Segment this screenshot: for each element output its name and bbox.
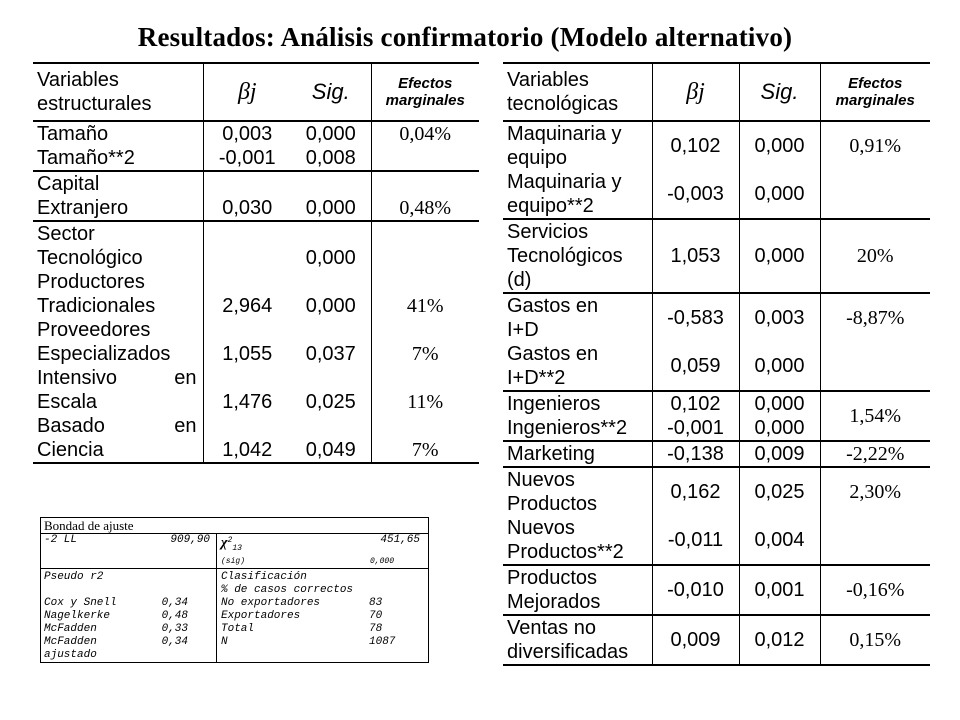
header-sig: Sig. bbox=[739, 63, 820, 121]
beta-value: -0,003 bbox=[652, 170, 739, 219]
pseudo-r2-cell: Pseudo r2 Cox y Snell 0,34 Nagelkerke 0,48 McFadden 0,33 McFadden 0,34 ajustado bbox=[41, 568, 217, 662]
variable-label: Tamaño Tamaño**2 bbox=[33, 121, 203, 171]
pseudo-r2-row: Cox y Snell 0,34 bbox=[44, 596, 188, 609]
marginal-effect: 2,30% bbox=[849, 481, 902, 503]
beta-value: 0,030 bbox=[203, 171, 291, 221]
structural-variables-table bbox=[33, 62, 479, 464]
variable-label: Gastos en I+D**2 bbox=[503, 342, 652, 391]
sig-value: 0,000 0,000 0,037 0,025 0,049 bbox=[291, 221, 371, 463]
table-row bbox=[503, 565, 930, 615]
header-beta: βj bbox=[652, 63, 739, 121]
sig-value: 0,009 bbox=[739, 441, 820, 467]
table-row bbox=[503, 219, 930, 293]
table-row bbox=[503, 342, 930, 391]
sig-value: 0,003 bbox=[739, 293, 820, 342]
marginal-effect: -0,16% bbox=[820, 565, 930, 615]
header-sig: Sig. bbox=[291, 63, 371, 121]
page-title: Resultados: Análisis confirmatorio (Modelo alternativo) bbox=[137, 22, 793, 52]
variable-label: Capital Extranjero bbox=[33, 171, 203, 221]
sig-value: 0,000 bbox=[739, 170, 820, 219]
marginal-effect: 0,48% bbox=[371, 171, 479, 221]
pseudo-r2-row: McFadden 0,34 bbox=[44, 635, 188, 648]
marginal-effect: -8,87% bbox=[846, 307, 905, 329]
classification-row: N 1087 bbox=[221, 635, 396, 648]
header-variables: Variables tecnológicas bbox=[503, 63, 652, 121]
variable-label: Ingenieros Ingenieros**2 bbox=[503, 391, 652, 441]
marginal-effect: 1,54% bbox=[820, 391, 930, 441]
variable-label: Sector Tecnológico Productores Tradicionales Proveedores Especializados Intensivo en Escala Basado en Ciencia bbox=[33, 221, 203, 463]
sig-value: 0,000 bbox=[739, 342, 820, 391]
sig-value: 0,004 bbox=[739, 516, 820, 565]
header-effects: Efectos marginales bbox=[371, 63, 479, 121]
sig-value: 0,000 0,008 bbox=[291, 121, 371, 171]
marginal-effect: -2,22% bbox=[820, 441, 930, 467]
marginal-effect bbox=[820, 170, 930, 219]
variable-label: Nuevos Productos**2 bbox=[503, 516, 652, 565]
pseudo-r2-row: ajustado bbox=[44, 648, 97, 661]
beta-value: -0,011 bbox=[652, 516, 739, 565]
variable-label: Maquinaria y equipo bbox=[503, 121, 652, 170]
beta-value: -0,010 bbox=[652, 565, 739, 615]
table-row bbox=[503, 170, 930, 219]
beta-value: 0,059 bbox=[652, 342, 739, 391]
header-beta: βj bbox=[203, 63, 291, 121]
marginal-effect: 0,15% bbox=[820, 615, 930, 665]
sig-value: 0,000 bbox=[739, 121, 820, 170]
technological-variables-table bbox=[503, 62, 930, 666]
header-effects: Efectos marginales bbox=[820, 63, 930, 121]
sig-value: 0,012 bbox=[739, 615, 820, 665]
variable-label: Gastos en I+D bbox=[503, 293, 652, 342]
pseudo-r2-row: McFadden 0,33 bbox=[44, 622, 188, 635]
goodness-of-fit-table bbox=[40, 517, 429, 663]
sig-value: 0,000 0,000 bbox=[739, 391, 820, 441]
variable-label: Productos Mejorados bbox=[503, 565, 652, 615]
sig-value: 0,000 bbox=[739, 219, 820, 293]
table-row bbox=[33, 221, 479, 463]
beta-value: -0,138 bbox=[652, 441, 739, 467]
beta-value: 0,102 -0,001 bbox=[652, 391, 739, 441]
beta-value: 1,053 bbox=[652, 219, 739, 293]
marginal-effect bbox=[820, 342, 930, 391]
classification-row: Total 78 bbox=[221, 622, 383, 635]
table-row bbox=[33, 171, 479, 221]
table-row bbox=[503, 467, 930, 516]
fit-heading: Bondad de ajuste bbox=[41, 518, 429, 534]
classification-cell: Clasificación % de casos correctos No exportadores 83 Exportadores 70 Total 78 N 1087 bbox=[217, 568, 429, 662]
table-row bbox=[503, 121, 930, 170]
variable-label: Ventas no diversificadas bbox=[503, 615, 652, 665]
beta-value: -0,583 bbox=[652, 293, 739, 342]
sig-value: 0,001 bbox=[739, 565, 820, 615]
beta-value: 0,009 bbox=[652, 615, 739, 665]
table-row bbox=[503, 516, 930, 565]
variable-label: Nuevos Productos bbox=[503, 467, 652, 516]
header-variables: Variables estructurales bbox=[33, 63, 203, 121]
variable-label: Marketing bbox=[503, 441, 652, 467]
marginal-effect: 20% bbox=[820, 219, 930, 293]
table-row bbox=[503, 615, 930, 665]
marginal-effect: 0,91% bbox=[849, 135, 902, 157]
ll-cell: -2 LL 909,90 bbox=[41, 534, 217, 569]
table-row bbox=[503, 391, 930, 441]
pseudo-r2-row: Nagelkerke 0,48 bbox=[44, 609, 188, 622]
table-row bbox=[33, 121, 479, 171]
chi-square-cell: $\chi^2_{13}$ 451,65 (sig) 0,000 bbox=[217, 534, 429, 569]
variable-label: Maquinaria y equipo**2 bbox=[503, 170, 652, 219]
sig-value: 0,000 bbox=[291, 171, 371, 221]
variable-label: Servicios Tecnológicos (d) bbox=[503, 219, 652, 293]
marginal-effect: 0,04% bbox=[371, 121, 479, 171]
table-row bbox=[503, 293, 930, 342]
beta-value: 2,964 1,055 1,476 1,042 bbox=[203, 221, 291, 463]
table-header-row bbox=[33, 63, 479, 121]
table-header-row bbox=[503, 63, 930, 121]
classification-row: No exportadores 83 bbox=[221, 596, 383, 609]
classification-row: Exportadores 70 bbox=[221, 609, 383, 622]
beta-value: 0,102 bbox=[652, 121, 739, 170]
marginal-effect: 41% 7% 11% 7% bbox=[371, 221, 479, 463]
beta-value: 0,003 -0,001 bbox=[203, 121, 291, 171]
marginal-effect bbox=[820, 516, 930, 565]
table-row bbox=[503, 441, 930, 467]
beta-value: 0,162 bbox=[652, 467, 739, 516]
sig-value: 0,025 bbox=[739, 467, 820, 516]
